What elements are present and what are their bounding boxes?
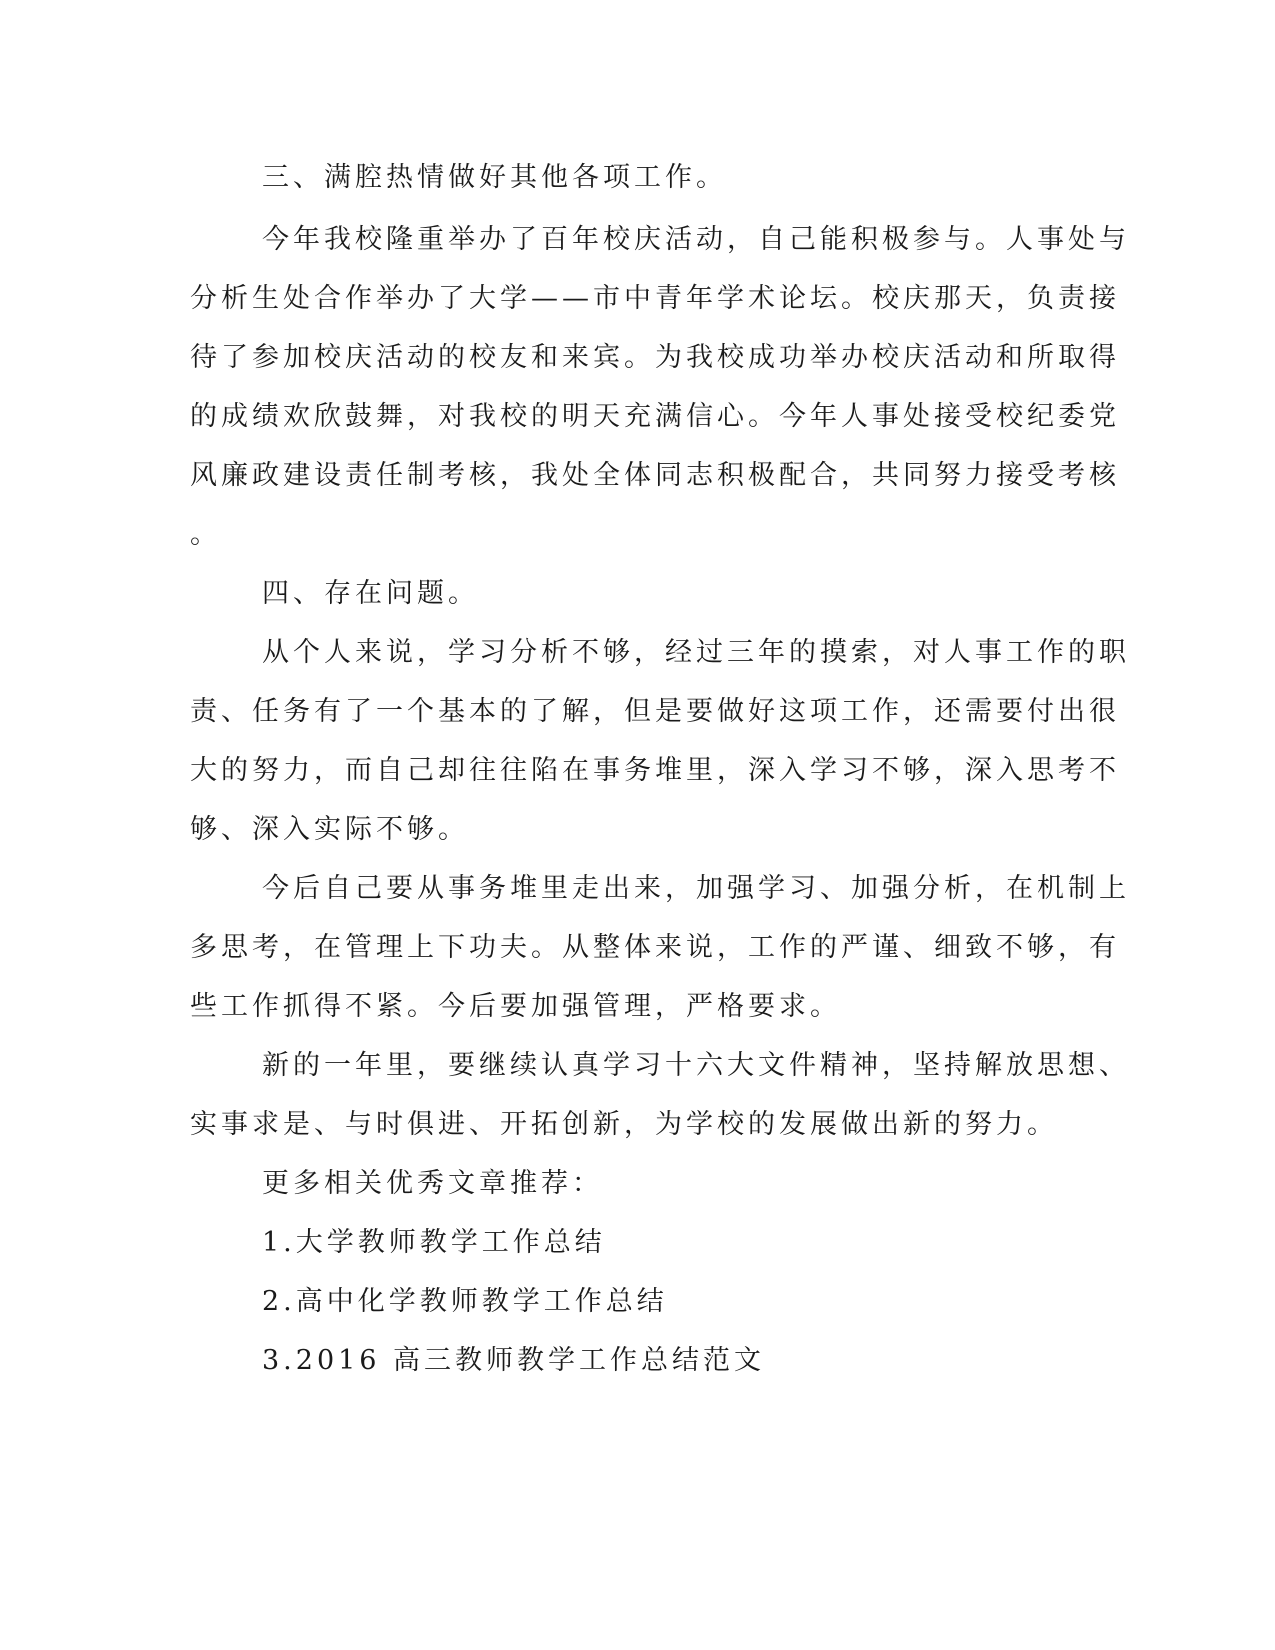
paragraph-line: 大的努力，而自己却往往陷在事务堆里，深入学习不够，深入思考不: [190, 755, 1120, 786]
paragraph-line: 。: [190, 519, 221, 550]
paragraph-line: 今年我校隆重举办了百年校庆活动，自己能积极参与。人事处与: [262, 224, 1130, 255]
related-article-link-1[interactable]: 1.大学教师教学工作总结: [262, 1227, 606, 1258]
paragraph-line: 风廉政建设责任制考核，我处全体同志积极配合，共同努力接受考核: [190, 460, 1120, 491]
paragraph-line: 的成绩欢欣鼓舞，对我校的明天充满信心。今年人事处接受校纪委党: [190, 401, 1120, 432]
paragraph-line: 够、深入实际不够。: [190, 814, 469, 845]
paragraph-line: 实事求是、与时俱进、开拓创新，为学校的发展做出新的努力。: [190, 1109, 1058, 1140]
paragraph-line: 些工作抓得不紧。今后要加强管理，严格要求。: [190, 991, 841, 1022]
related-articles-heading: 更多相关优秀文章推荐：: [262, 1168, 603, 1199]
section-heading-4: 四、存在问题。: [262, 578, 479, 609]
related-article-link-2[interactable]: 2.高中化学教师教学工作总结: [262, 1286, 668, 1317]
related-article-link-3[interactable]: 3.2016 高三教师教学工作总结范文: [262, 1345, 766, 1376]
paragraph-line: 新的一年里，要继续认真学习十六大文件精神，坚持解放思想、: [262, 1050, 1130, 1081]
paragraph-line: 待了参加校庆活动的校友和来宾。为我校成功举办校庆活动和所取得: [190, 342, 1120, 373]
paragraph-line: 今后自己要从事务堆里走出来，加强学习、加强分析，在机制上: [262, 873, 1130, 904]
paragraph-line: 从个人来说，学习分析不够，经过三年的摸索，对人事工作的职: [262, 637, 1130, 668]
paragraph-line: 多思考，在管理上下功夫。从整体来说，工作的严谨、细致不够，有: [190, 932, 1120, 963]
section-heading-3: 三、满腔热情做好其他各项工作。: [262, 162, 727, 193]
paragraph-line: 分析生处合作举办了大学——市中青年学术论坛。校庆那天，负责接: [190, 283, 1120, 314]
paragraph-line: 责、任务有了一个基本的了解，但是要做好这项工作，还需要付出很: [190, 696, 1120, 727]
